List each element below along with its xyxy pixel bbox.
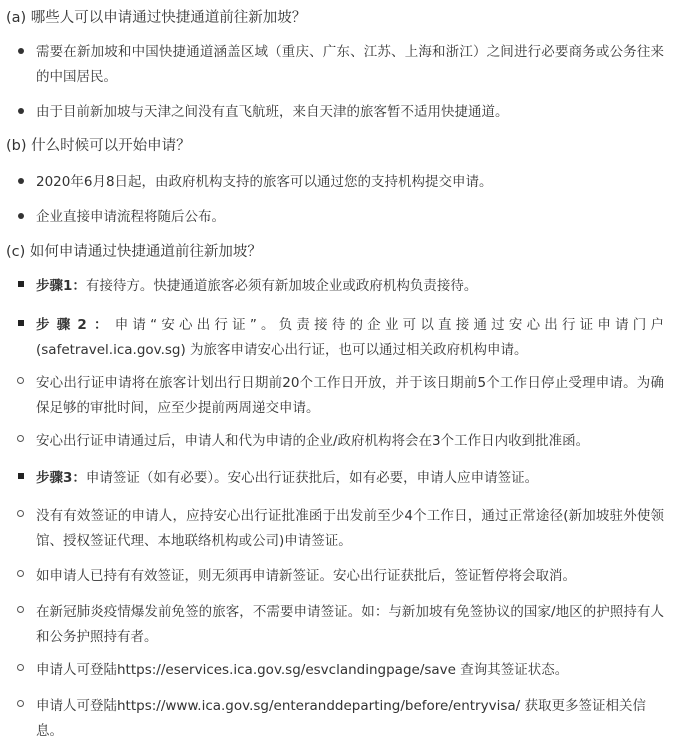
bullet-text: 企业直接申请流程将随后公布。 xyxy=(36,209,225,225)
step-1-text: 有接待方。快捷通道旅客必须有新加坡企业或政府机构负责接待。 xyxy=(85,278,478,294)
bullet-square-icon xyxy=(16,274,36,298)
question-a: (a) 哪些人可以申请通过快捷通道前往新加坡？ xyxy=(6,10,307,26)
bullet-ring-icon xyxy=(16,371,36,395)
sub-bullet-text: 申请人可登陆https://eservices.ica.gov.sg/esvclandingpage/save 查询其签证状态。 xyxy=(36,662,569,678)
list-item xyxy=(16,170,664,195)
sub-bullet-text: 申请人可登陆https://www.ica.gov.sg/enteranddeparting/before/entryvisa/ 获取更多签证相关信息。 xyxy=(36,698,646,739)
list-item xyxy=(16,205,664,230)
bullet-dot-icon xyxy=(16,100,36,124)
bullet-text: 2020年6月8日起，由政府机构支持的旅客可以通过您的支持机构提交申请。 xyxy=(36,174,493,190)
bullet-square-icon xyxy=(16,466,36,490)
bullet-ring-icon xyxy=(16,694,36,718)
list-item xyxy=(16,100,664,125)
list-item xyxy=(16,40,664,90)
bullet-ring-icon xyxy=(16,658,36,682)
question-b: (b) 什么时候可以开始申请？ xyxy=(6,138,191,154)
sub-bullet-text: 在新冠肺炎疫情爆发前免签的旅客，不需要申请签证。如：与新加坡有免签协议的国家/地区的护照持有人和公务护照持有者。 xyxy=(36,604,664,645)
list-item xyxy=(16,429,664,454)
bullet-dot-icon xyxy=(16,205,36,229)
step-3-text: 申请签证（如有必要）。安心出行证获批后，如有必要，申请人应申请签证。 xyxy=(85,470,539,486)
step-2-item xyxy=(16,313,664,363)
bullet-ring-icon xyxy=(16,504,36,528)
list-item xyxy=(16,694,664,744)
question-c: (c) 如何申请通过快捷通道前往新加坡？ xyxy=(6,244,262,260)
step-2-label: 步骤2： xyxy=(36,317,115,333)
sub-bullet-text: 没有有效签证的申请人，应持安心出行证批准函于出发前至少4个工作日，通过正常途径(新加坡驻外使领馆、授权签证代理、本地联络机构或公司)申请签证。 xyxy=(36,508,664,549)
list-item xyxy=(16,600,664,650)
list-item xyxy=(16,504,664,554)
step-3-label: 步骤3： xyxy=(36,470,86,486)
bullet-text: 由于目前新加坡与天津之间没有直飞航班，来自天津的旅客暂不适用快捷通道。 xyxy=(36,104,509,120)
list-item xyxy=(16,658,664,683)
step-3-item xyxy=(16,466,664,491)
sub-bullet-text: 安心出行证申请将在旅客计划出行日期前20个工作日开放，并于该日期前5个工作日停止受理申请。为确保足够的审批时间，应至少提前两周递交申请。 xyxy=(36,375,664,416)
bullet-dot-icon xyxy=(16,40,36,64)
bullet-ring-icon xyxy=(16,429,36,453)
bullet-ring-icon xyxy=(16,564,36,588)
bullet-square-icon xyxy=(16,313,36,337)
sub-bullet-text: 安心出行证申请通过后，申请人和代为申请的企业/政府机构将会在3个工作日内收到批准函。 xyxy=(36,433,590,449)
bullet-dot-icon xyxy=(16,170,36,194)
list-item xyxy=(16,564,664,589)
list-item xyxy=(16,371,664,421)
bullet-text: 需要在新加坡和中国快捷通道涵盖区域（重庆、广东、江苏、上海和浙江）之间进行必要商务或公务往来的中国居民。 xyxy=(36,44,664,85)
step-1-label: 步骤1： xyxy=(36,278,86,294)
step-1-item xyxy=(16,274,664,299)
step-2-text: 申请“安心出行证”。负责接待的企业可以直接通过安心出行证申请门户(safetravel.ica.gov.sg) 为旅客申请安心出行证，也可以通过相关政府机构申请。 xyxy=(36,317,664,358)
sub-bullet-text: 如申请人已持有有效签证，则无须再申请新签证。安心出行证获批后，签证暂停将会取消。 xyxy=(36,568,576,584)
bullet-ring-icon xyxy=(16,600,36,624)
